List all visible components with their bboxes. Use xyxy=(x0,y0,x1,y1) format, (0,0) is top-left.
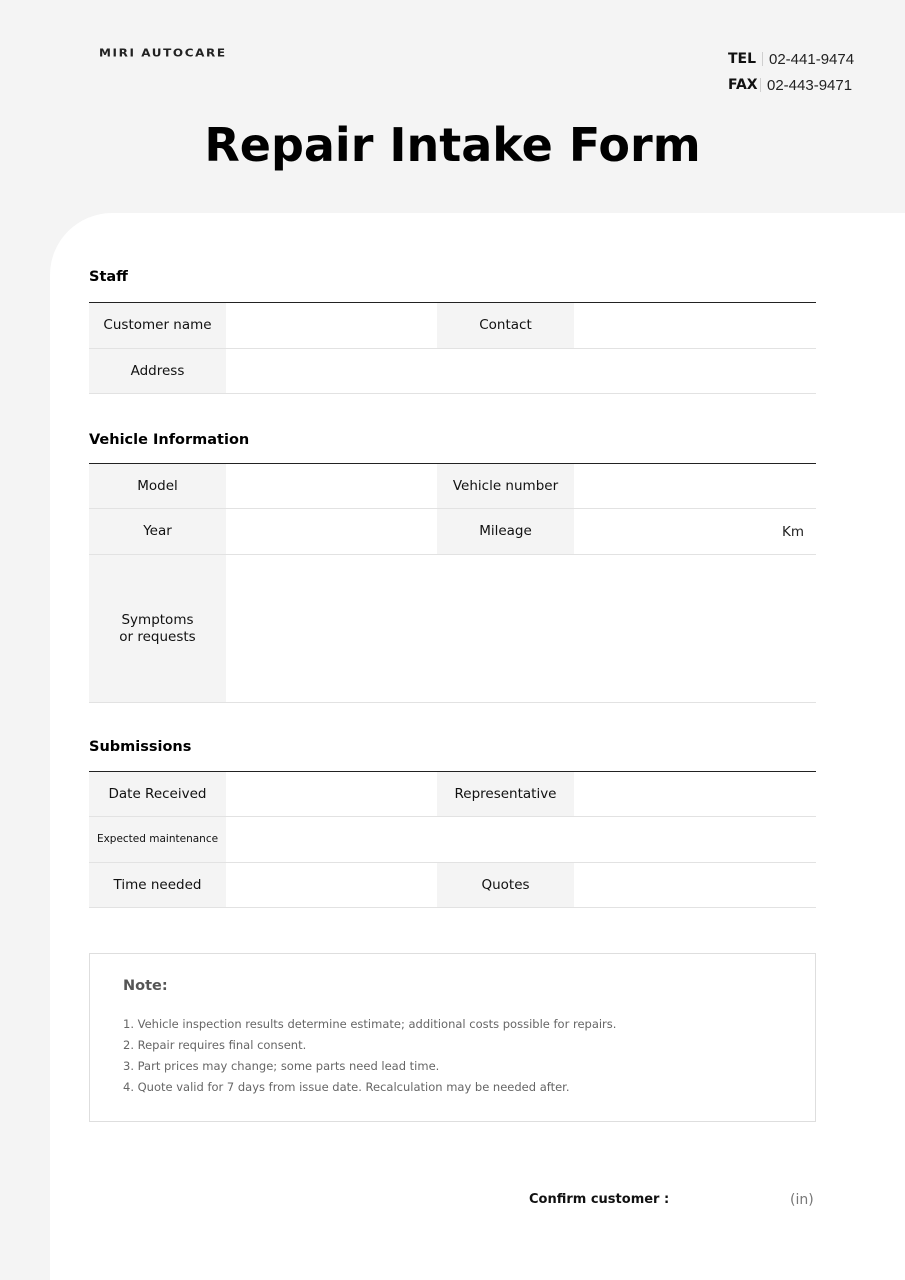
vehicle-table xyxy=(89,463,816,703)
divider xyxy=(762,52,763,66)
symptoms-field[interactable] xyxy=(226,555,816,702)
divider xyxy=(760,78,761,92)
note-item: 1. Vehicle inspection results determine estimate; additional costs possible for repairs. xyxy=(123,1017,617,1031)
quotes-field[interactable] xyxy=(574,863,816,907)
vehicle-number-label: Vehicle number xyxy=(437,464,574,508)
customer-name-field[interactable] xyxy=(226,303,437,348)
note-title: Note: xyxy=(123,978,168,994)
table-row xyxy=(89,555,816,703)
fax-label: FAX xyxy=(728,77,758,93)
quotes-label: Quotes xyxy=(437,863,574,907)
table-row xyxy=(89,303,816,349)
note-box xyxy=(89,953,816,1122)
contact-label: Contact xyxy=(437,303,574,348)
note-item: 4. Quote valid for 7 days from issue date. Recalculation may be needed after. xyxy=(123,1080,570,1094)
time-needed-field[interactable] xyxy=(226,863,437,907)
date-received-field[interactable] xyxy=(226,772,437,816)
submissions-table xyxy=(89,771,816,908)
time-needed-label: Time needed xyxy=(89,863,226,907)
address-field[interactable] xyxy=(226,349,816,393)
note-list xyxy=(123,1014,616,1098)
fax-row xyxy=(728,72,854,98)
representative-field[interactable] xyxy=(574,772,816,816)
section-title-staff: Staff xyxy=(89,269,128,285)
fax-value: 02-443-9471 xyxy=(767,76,853,94)
note-item: 2. Repair requires final consent. xyxy=(123,1038,307,1052)
mileage-field[interactable] xyxy=(574,509,816,554)
brand-logo: MIRI AUTOCARE xyxy=(99,46,227,60)
expected-maintenance-field[interactable] xyxy=(226,817,816,862)
date-received-label: Date Received xyxy=(89,772,226,816)
customer-name-label: Customer name xyxy=(89,303,226,348)
table-row xyxy=(89,817,816,863)
model-field[interactable] xyxy=(226,464,437,508)
mileage-label: Mileage xyxy=(437,509,574,554)
section-title-vehicle: Vehicle Information xyxy=(89,432,250,448)
tel-row xyxy=(728,46,854,72)
table-row xyxy=(89,464,816,509)
signature-field[interactable]: (in) xyxy=(790,1192,814,1208)
note-item: 3. Part prices may change; some parts need lead time. xyxy=(123,1059,440,1073)
expected-maintenance-label: Expected maintenance xyxy=(89,817,226,862)
representative-label: Representative xyxy=(437,772,574,816)
address-label: Address xyxy=(89,349,226,393)
contact-field[interactable] xyxy=(574,303,816,348)
mileage-unit: Km xyxy=(781,523,804,540)
confirm-customer-label: Confirm customer : xyxy=(529,1192,670,1207)
staff-table xyxy=(89,302,816,394)
table-row xyxy=(89,863,816,908)
table-row xyxy=(89,349,816,394)
table-row xyxy=(89,509,816,555)
tel-label: TEL xyxy=(728,51,757,67)
page-title: Repair Intake Form xyxy=(204,118,701,172)
symptoms-label xyxy=(89,555,226,702)
symptoms-label-line1: Symptoms xyxy=(121,611,194,628)
contact-info xyxy=(728,46,854,98)
vehicle-number-field[interactable] xyxy=(574,464,816,508)
section-title-submissions: Submissions xyxy=(89,739,192,755)
model-label: Model xyxy=(89,464,226,508)
year-field[interactable] xyxy=(226,509,437,554)
symptoms-label-line2: or requests xyxy=(119,628,196,645)
tel-value: 02-441-9474 xyxy=(769,50,855,68)
table-row xyxy=(89,772,816,817)
year-label: Year xyxy=(89,509,226,554)
